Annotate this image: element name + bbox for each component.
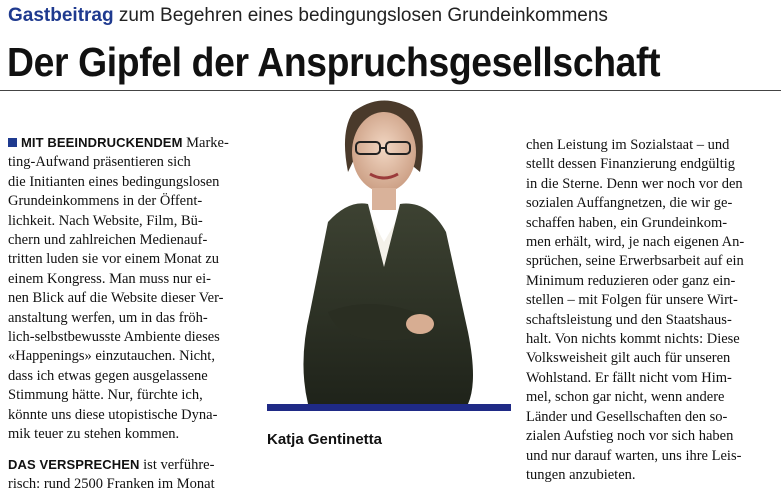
paragraph-1-text: Marke- ting-Aufwand präsentieren sich die Initianten eines bedingungslosen Grundeinkommens in der Öffent- lichkeit. Nach Website, Film, Bü- chern und zahlreichen Medienauf- tritten luden sie vor einem Monat zu einem Kongress. Man muss nur ei- nen Blick auf die Website dieser Ver- anstaltung werfen, um in das fröh- lich-selbstbewusste Ambiente dieses «Happenings» einzutauchen. Nicht, dass ich etwas gegen ausgelassene Stimmung hätte. Nur, fürchte ich, könnte uns diese utopistische Dyna- mik teuer zu stehen kommen. <box>8 135 229 442</box>
paragraph-1 <box>8 133 252 445</box>
paragraph-1-lead: MIT BEEINDRUCKENDEM <box>21 135 183 150</box>
article-column-left <box>8 133 252 494</box>
article-kicker <box>8 4 608 28</box>
section-marker-icon <box>8 138 17 147</box>
author-photo <box>268 92 508 404</box>
article-headline: Der Gipfel der Anspruchsgesellschaft <box>7 36 660 88</box>
paragraph-2-text: ist verführe- risch: rund 2500 Franken im Monat <box>8 457 215 492</box>
headline-divider <box>0 90 781 91</box>
article-column-right <box>526 136 771 485</box>
photo-caption: Katja Gentinetta <box>267 430 382 450</box>
kicker-text: zum Begehren eines bedingungslosen Grundeinkommens <box>114 5 608 26</box>
photo-accent-bar <box>267 404 511 411</box>
kicker-label: Gastbeitrag <box>8 5 114 26</box>
author-portrait-image <box>268 92 508 404</box>
paragraph-2 <box>8 455 252 494</box>
paragraph-2-lead: DAS VERSPRECHEN <box>8 457 140 472</box>
paragraph-gap <box>8 445 252 455</box>
paragraph-right: chen Leistung im Sozialstaat – und stellt dessen Finanzierung endgültig in die Sterne. Denn wer noch vor den sozialen Auffangnetzen, die wir ge- schaffen haben, ein Grundeinkom- men erhält, wird, je nach eigenen An- sprüchen, seine Erwerbsarbeit auf ein Minimum reduzieren oder ganz ein- stellen – mit Folgen für unsere Wirt- schaftsleistung und den Staatshaus- halt. Von nichts kommt nichts: Diese Volksweisheit gilt auch für unseren Wohlstand. Er fällt nicht vom Him- mel, schon gar nicht, wenn andere Länder und Gesellschaften den so- zialen Aufstieg noch vor sich haben und nur darauf warten, uns ihre Leis- tungen anzubieten. <box>526 136 771 485</box>
